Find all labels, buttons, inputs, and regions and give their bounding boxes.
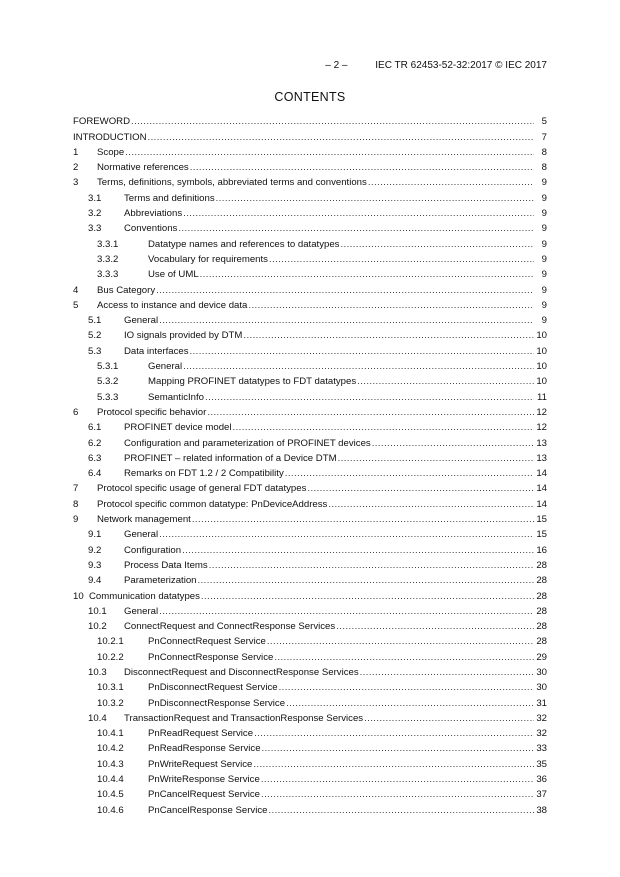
dot-leader [159,606,534,618]
dot-leader [368,177,534,189]
toc-entry-number: 3.1 [88,192,102,204]
toc-entry[interactable] [73,801,547,816]
toc-entry-number: 10.4.1 [97,728,124,740]
toc-entry[interactable] [73,557,547,572]
toc-entry-title: Process Data Items [124,559,208,571]
toc-entry-title: Parameterization [124,575,197,587]
toc-entry-page: 9 [541,208,547,220]
toc-entry-title: Access to instance and device data [97,299,248,311]
toc-entry[interactable] [73,159,547,174]
toc-entry-title: Abbreviations [124,208,183,220]
toc-entry-title: SemanticInfo [148,391,204,403]
dot-leader [336,621,534,633]
toc-entry-number: 3.3.2 [97,253,119,265]
toc-entry-number: 6.1 [88,422,102,434]
toc-entry-title: Mapping PROFINET datatypes to FDT datatypes [148,376,357,388]
toc-entry-title: PnWriteResponse Service [148,774,260,786]
toc-entry-number: 6 [73,406,79,418]
toc-entry-title: PnDisconnectResponse Service [148,697,286,709]
toc-entry-page: 32 [536,712,547,724]
dot-leader [307,483,534,495]
toc-entry-title: General [124,605,159,617]
toc-entry[interactable] [73,373,547,388]
toc-entry-page: 28 [536,559,547,571]
toc-entry[interactable] [73,618,547,633]
dot-leader [285,468,534,480]
toc-entry[interactable] [73,633,547,648]
dot-leader [192,514,534,526]
toc-entry-page: 8 [541,162,547,174]
toc-entry-number: 10.4 [88,712,107,724]
toc-entry-title: ConnectRequest and ConnectResponse Services [124,621,336,633]
toc-entry-page: 9 [541,238,547,250]
toc-entry[interactable] [73,450,547,465]
toc-entry[interactable] [73,480,547,495]
toc-entry-number: 5.3 [88,345,102,357]
dot-leader [340,239,534,251]
toc-entry-title: PnReadResponse Service [148,743,261,755]
toc-entry-page: 28 [536,575,547,587]
dot-leader [360,667,534,679]
dot-leader [279,682,534,694]
toc-entry-page: 15 [536,514,547,526]
toc-entry-number: 1 [73,146,79,158]
toc-entry-number: 3.3.3 [97,269,119,281]
page-title: CONTENTS [274,90,346,104]
toc-entry-number: 6.3 [88,452,102,464]
toc-entry[interactable] [73,526,547,541]
toc-entry-number: 10.2.1 [97,636,124,648]
toc-entry-title: Terms and definitions [124,192,215,204]
toc-entry-number: 5 [73,299,79,311]
toc-entry-page: 9 [541,192,547,204]
toc-entry-title: Network management [97,514,191,526]
toc-entry-number: 10.4.4 [97,774,124,786]
dot-leader [248,300,534,312]
dot-leader [159,315,534,327]
toc-entry-number: 5.2 [88,330,102,342]
toc-entry-title: PnConnectResponse Service [148,651,274,663]
dot-leader [156,285,534,297]
toc-entry-page: 9 [541,315,547,327]
toc-entry[interactable] [73,220,547,235]
toc-entry[interactable] [73,205,547,220]
toc-entry-page: 14 [536,498,547,510]
toc-entry-number: 6.4 [88,468,102,480]
dot-leader [183,361,534,373]
toc-entry-page: 12 [536,422,547,434]
toc-entry[interactable] [73,771,547,786]
toc-entry-title: TransactionRequest and TransactionResponse Services [124,712,364,724]
toc-entry-page: 5 [541,116,547,128]
toc-entry-number: 5.3.3 [97,391,119,403]
toc-entry-number: 10 [73,590,84,602]
toc-entry-page: 35 [536,758,547,770]
toc-entry-page: 12 [536,406,547,418]
toc-entry-title: Communication datatypes [89,590,200,602]
toc-entry-number: 10.3.1 [97,682,124,694]
toc-entry-page: 32 [536,728,547,740]
toc-entry-title: PnCancelRequest Service [148,789,260,801]
toc-entry-page: 8 [541,146,547,158]
dot-leader [286,698,534,710]
toc-entry-title: Protocol specific behavior [97,406,207,418]
toc-entry-title: General [124,529,159,541]
toc-entry-page: 28 [536,636,547,648]
toc-entry[interactable] [73,113,547,128]
toc-entry-page: 13 [536,452,547,464]
dot-leader [207,407,534,419]
dot-leader [268,805,534,817]
toc-entry-number: 6.2 [88,437,102,449]
toc-entry-number: 10.4.6 [97,804,124,816]
toc-entry-title: Protocol specific common datatype: PnDeviceAddress [97,498,328,510]
toc-entry-number: 10.2.2 [97,651,124,663]
toc-entry[interactable] [73,327,547,342]
toc-entry-number: 3.3.1 [97,238,119,250]
toc-entry-number: 8 [73,498,79,510]
toc-entry[interactable] [73,419,547,434]
toc-entry[interactable] [73,572,547,587]
toc-entry-page: 9 [541,223,547,235]
toc-entry-title: Protocol specific usage of general FDT datatypes [97,483,307,495]
dot-leader [178,223,534,235]
toc-entry-number: 10.1 [88,605,107,617]
toc-entry[interactable] [73,128,547,143]
dot-leader [243,330,534,342]
toc-entry-number: 9.2 [88,544,102,556]
dot-leader [372,438,534,450]
toc-entry-title: IO signals provided by DTM [124,330,243,342]
toc-entry-title: Use of UML [148,269,199,281]
toc-entry[interactable] [73,465,547,480]
toc-entry-number: 5.3.1 [97,361,119,373]
toc-entry-page: 10 [536,361,547,373]
toc-entry[interactable] [73,725,547,740]
dot-leader [253,759,534,771]
toc-entry[interactable] [73,434,547,449]
toc-entry[interactable] [73,587,547,602]
toc-entry-page: 9 [541,177,547,189]
toc-entry[interactable] [73,786,547,801]
dot-leader [216,193,534,205]
dot-leader [269,254,534,266]
toc-entry-title: Scope [97,146,125,158]
toc-entry[interactable] [73,312,547,327]
toc-entry-title: Normative references [97,162,189,174]
toc-entry-title: Datatype names and references to datatypes [148,238,340,250]
toc-entry-number: 9 [73,514,79,526]
dot-leader [209,560,534,572]
toc-entry[interactable] [73,404,547,419]
toc-entry-title: PnConnectRequest Service [148,636,266,648]
toc-entry-title: Conventions [124,223,178,235]
toc-entry-number: 9.3 [88,559,102,571]
toc-entry-page: 9 [541,253,547,265]
toc-entry-page: 15 [536,529,547,541]
dot-leader [183,208,534,220]
toc-entry-title: PROFINET device model [124,422,232,434]
toc-entry-page: 13 [536,437,547,449]
toc-entry-page: 37 [536,789,547,801]
dot-leader [262,743,534,755]
toc-entry[interactable] [73,189,547,204]
toc-entry-page: 31 [536,697,547,709]
toc-entry-page: 9 [541,299,547,311]
toc-entry-number: 2 [73,162,79,174]
toc-entry[interactable] [73,648,547,663]
toc-entry[interactable] [73,251,547,266]
toc-entry-title: PnDisconnectRequest Service [148,682,278,694]
toc-entry-page: 33 [536,743,547,755]
toc-entry-number: 4 [73,284,79,296]
toc-entry[interactable] [73,297,547,312]
dot-leader [182,545,534,557]
toc-entry[interactable] [73,710,547,725]
toc-entry-page: 10 [536,345,547,357]
toc-entry-title: FOREWORD [73,116,131,128]
toc-entry-page: 11 [537,391,547,403]
toc-entry[interactable] [73,679,547,694]
dot-leader [131,116,534,128]
dot-leader [261,789,534,801]
toc-entry-page: 14 [536,483,547,495]
toc-entry-title: Vocabulary for requirements [148,253,268,265]
toc-entry-title: INTRODUCTION [73,131,147,143]
toc-entry-number: 10.4.3 [97,758,124,770]
toc-entry-number: 7 [73,483,79,495]
toc-entry-number: 3.2 [88,208,102,220]
toc-entry-number: 9.4 [88,575,102,587]
toc-entry[interactable] [73,603,547,618]
toc-entry-title: Configuration and parameterization of PROFINET devices [124,437,371,449]
table-of-contents [73,113,547,817]
toc-entry-page: 14 [536,468,547,480]
dot-leader [201,591,534,603]
toc-entry[interactable] [73,174,547,189]
page-header: – 2 – IEC TR 62453-52-32:2017 © IEC 2017 [325,60,547,71]
toc-entry-title: PnCancelResponse Service [148,804,268,816]
toc-entry[interactable] [73,235,547,250]
toc-entry[interactable] [73,755,547,770]
toc-entry-page: 7 [541,131,547,143]
toc-entry-title: PROFINET – related information of a Device DTM [124,452,337,464]
toc-entry-number: 5.3.2 [97,376,119,388]
toc-entry[interactable] [73,281,547,296]
dot-leader [205,392,534,404]
toc-entry-number: 5.1 [88,315,102,327]
toc-entry-page: 9 [541,284,547,296]
toc-entry-page: 28 [536,621,547,633]
toc-entry-number: 3 [73,177,79,189]
toc-entry-page: 9 [541,269,547,281]
toc-entry-title: Configuration [124,544,182,556]
toc-entry-number: 10.4.2 [97,743,124,755]
toc-entry[interactable] [73,541,547,556]
toc-entry[interactable] [73,342,547,357]
dot-leader [233,422,534,434]
toc-entry[interactable] [73,495,547,510]
toc-entry-page: 10 [536,376,547,388]
dot-leader [364,713,534,725]
toc-entry-page: 29 [536,651,547,663]
toc-entry-number: 3.3 [88,223,102,235]
toc-entry-page: 36 [536,774,547,786]
toc-entry-title: Terms, definitions, symbols, abbreviated terms and conventions [97,177,367,189]
toc-entry[interactable] [73,511,547,526]
toc-entry-title: PnReadRequest Service [148,728,254,740]
toc-entry-title: General [124,315,159,327]
toc-entry-title: General [148,361,183,373]
dot-leader [198,575,534,587]
dot-leader [261,774,534,786]
toc-entry-number: 10.3 [88,666,107,678]
dot-leader [200,269,534,281]
toc-entry[interactable] [73,358,547,373]
toc-entry-number: 10.4.5 [97,789,124,801]
dot-leader [267,636,534,648]
toc-entry[interactable] [73,694,547,709]
dot-leader [338,453,534,465]
toc-entry[interactable] [73,388,547,403]
toc-entry-page: 28 [536,605,547,617]
toc-entry[interactable] [73,266,547,281]
toc-entry-page: 28 [536,590,547,602]
toc-entry-page: 30 [536,682,547,694]
dot-leader [190,346,534,358]
toc-entry-page: 38 [536,804,547,816]
dot-leader [328,499,534,511]
dot-leader [357,376,534,388]
toc-entry[interactable] [73,664,547,679]
toc-entry-page: 10 [536,330,547,342]
dot-leader [190,162,534,174]
dot-leader [125,147,534,159]
toc-entry-page: 30 [536,666,547,678]
toc-entry-title: Data interfaces [124,345,189,357]
toc-entry-number: 9.1 [88,529,102,541]
toc-entry-title: Bus Category [97,284,156,296]
dot-leader [254,728,534,740]
dot-leader [159,529,534,541]
dot-leader [274,652,534,664]
toc-entry-number: 10.2 [88,621,107,633]
toc-entry-number: 10.3.2 [97,697,124,709]
toc-entry-title: PnWriteRequest Service [148,758,253,770]
toc-entry[interactable] [73,144,547,159]
dot-leader [148,132,534,144]
toc-entry-title: DisconnectRequest and DisconnectResponse Services [124,666,359,678]
toc-entry[interactable] [73,740,547,755]
toc-entry-title: Remarks on FDT 1.2 / 2 Compatibility [124,468,284,480]
toc-entry-page: 16 [536,544,547,556]
